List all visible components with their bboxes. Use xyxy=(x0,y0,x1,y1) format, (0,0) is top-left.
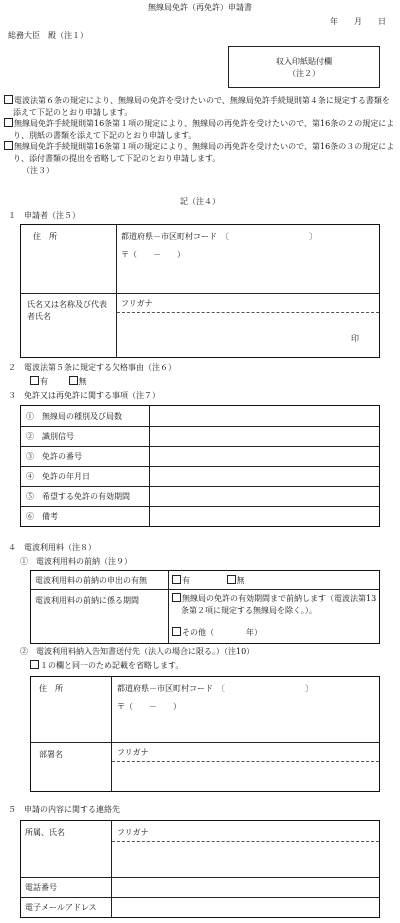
checkbox[interactable] xyxy=(4,141,13,150)
applicant-table xyxy=(20,224,380,358)
prepay-yes[interactable] xyxy=(172,576,190,585)
form-title: 無線局免許（再免許）申請書 xyxy=(148,3,252,12)
phone-field[interactable] xyxy=(117,879,373,895)
prepay-period-option-2[interactable] xyxy=(172,627,262,639)
checkbox[interactable] xyxy=(4,95,13,104)
seal-mark: 印 xyxy=(351,334,359,343)
intro-option-3[interactable] xyxy=(4,141,396,164)
ki-heading: 記（注４） xyxy=(180,197,220,206)
intro-options xyxy=(4,95,396,176)
billing-address-table xyxy=(30,676,380,792)
stamp-box-note: （注２） xyxy=(288,68,320,78)
intro-option-text: 無線局免許手続規則第16条第１項の規定により、無線局の再免許を受けたいので、第16条の３の規定により、添付書類の提出を省略して下記のとおり申請します。 xyxy=(13,142,395,163)
option-label: 有 xyxy=(40,377,48,386)
section4-sub2: ② 電波利用料納入告知書送付先（法人の場合に限る。）（注10） xyxy=(20,647,255,656)
disqualification-options xyxy=(30,376,87,388)
intro-note: （注３） xyxy=(22,165,54,175)
prepayment-table xyxy=(30,570,380,644)
checkbox[interactable] xyxy=(172,575,181,584)
billing-furigana-label: フリガナ xyxy=(117,748,149,757)
option-label: 無線局の免許の有効期間まで前納します（電波法第13条第２項に規定する無線局を除く。）。 xyxy=(181,594,377,615)
checkbox[interactable] xyxy=(30,376,39,385)
disqualification-no[interactable] xyxy=(69,377,87,386)
checkbox[interactable] xyxy=(172,627,181,636)
department-field[interactable] xyxy=(117,765,373,787)
name-label: 氏名又は名称及び代表者氏名 xyxy=(27,300,107,321)
license-row-label: ① 無線局の種別及び局数 xyxy=(26,412,122,421)
checkbox[interactable] xyxy=(4,118,13,127)
license-row-label: ② 識別信号 xyxy=(26,432,74,441)
contact-furigana-label: フリガナ xyxy=(117,828,149,837)
checkbox[interactable] xyxy=(30,660,39,669)
omit-option[interactable] xyxy=(30,660,183,672)
license-values-field[interactable] xyxy=(151,407,377,525)
contact-furigana-field[interactable] xyxy=(112,841,379,842)
stamp-box xyxy=(228,46,380,88)
prepay-options xyxy=(172,575,245,587)
addressee: 総務大臣 殿（注１） xyxy=(8,31,88,40)
section4-sub1: ① 電波利用料の前納（注９） xyxy=(20,557,132,566)
billing-address-code-field[interactable]: 都道府県－市区町村コード 〔 〕 xyxy=(117,684,313,693)
date-label: 年 月 日 xyxy=(330,17,386,26)
section3-heading: ３ 免許又は再免許に関する事項（注７） xyxy=(8,391,160,400)
intro-option-2[interactable] xyxy=(4,118,396,141)
license-row-label: ④ 免許の年月日 xyxy=(26,472,90,481)
option-label: 有 xyxy=(182,576,190,585)
checkbox[interactable] xyxy=(227,575,236,584)
option-label: 無 xyxy=(236,576,245,585)
postal-code-field[interactable]: 〒（ － ） xyxy=(121,250,185,259)
intro-option-text: 無線局免許手続規則第16条第１項の規定により、無線局の再免許を受けたいので、第16条の２の規定により、別紙の書類を添えて下記のとおり申請します。 xyxy=(13,119,395,140)
section1-heading: １ 申請者（注５） xyxy=(8,211,80,220)
billing-furigana-field[interactable] xyxy=(112,761,379,762)
furigana-label: フリガナ xyxy=(121,299,153,308)
furigana-field[interactable] xyxy=(117,312,379,313)
prepay-period-label: 電波利用料の前納に係る期間 xyxy=(35,596,139,605)
contact-name-field[interactable] xyxy=(117,845,373,873)
email-label: 電子メールアドレス xyxy=(25,903,97,912)
section5-heading: ５ 申請の内容に関する連絡先 xyxy=(8,805,120,814)
address-label: 住 所 xyxy=(33,232,57,241)
stamp-box-label: 収入印紙貼付欄 xyxy=(276,57,332,66)
license-row-label: ⑥ 備考 xyxy=(26,512,58,521)
intro-option-text: 電波法第６条の規定により、無線局の免許を受けたいので、無線局免許手続規則第４条に規定する書類を添えて下記のとおり申請します。 xyxy=(13,96,390,117)
option-label: １の欄と同一のため記載を省略します。 xyxy=(40,661,184,670)
prepay-period-option-1[interactable] xyxy=(172,593,384,616)
phone-label: 電話番号 xyxy=(25,883,57,892)
billing-address-label: 住 所 xyxy=(39,684,63,693)
prepay-no[interactable] xyxy=(227,576,245,585)
option-label: 無 xyxy=(78,377,87,386)
prepay-row-label: 電波利用料の前納の申出の有無 xyxy=(35,576,147,585)
license-table xyxy=(20,405,380,527)
billing-postal-field[interactable]: 〒（ － ） xyxy=(117,702,181,711)
address-code-field[interactable]: 都道府県－市区町村コード 〔 〕 xyxy=(121,232,317,241)
contact-name-label: 所属、氏名 xyxy=(25,828,65,837)
checkbox[interactable] xyxy=(69,376,78,385)
intro-option-1[interactable] xyxy=(4,95,396,118)
license-row-label: ⑤ 希望する免許の有効期間 xyxy=(26,492,130,501)
section2-heading: ２ 電波法第５条に規定する欠格事由（注６） xyxy=(8,363,176,372)
section4-heading: ４ 電波利用料（注８） xyxy=(8,543,96,552)
department-label: 部署名 xyxy=(39,750,63,759)
option-label: その他（ 年） xyxy=(182,628,262,637)
email-field[interactable] xyxy=(117,899,373,915)
disqualification-yes[interactable] xyxy=(30,377,48,386)
contact-table xyxy=(20,820,380,918)
name-field[interactable] xyxy=(121,315,351,353)
license-row-label: ③ 免許の番号 xyxy=(26,452,82,461)
checkbox[interactable] xyxy=(172,593,181,602)
